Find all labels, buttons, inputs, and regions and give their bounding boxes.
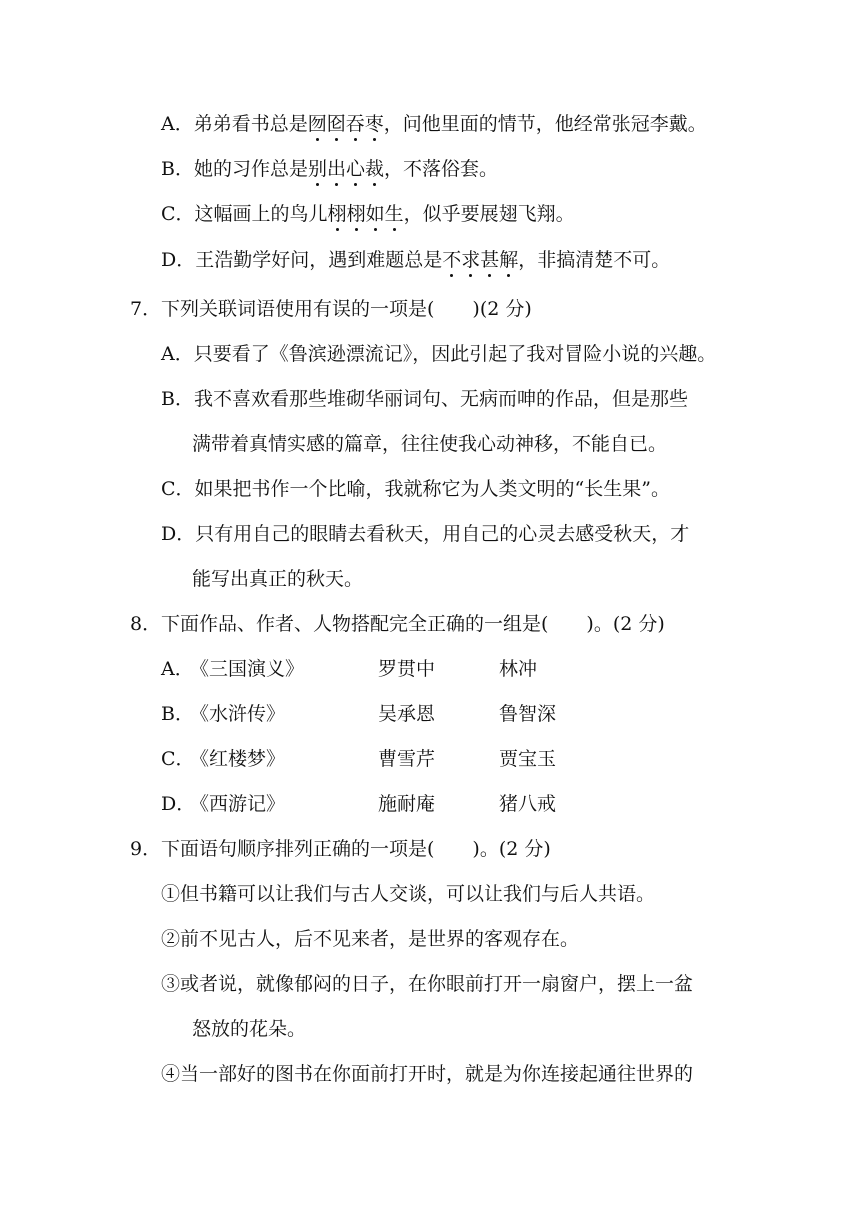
- q8-row-author: 施耐庵: [378, 793, 436, 815]
- q9-sentence-4: ④当一部好的图书在你面前打开时，就是为你连接起通往世界的: [161, 1063, 694, 1085]
- q6-option-b: [161, 160, 498, 179]
- q6-option-b-prefix: B．她的习作总是: [161, 158, 308, 180]
- q7-option-d-line1: D．只有用自己的眼睛去看秋天，用自己的心灵去感受秋天，才: [161, 523, 690, 545]
- q9-sentence-3-line2: 怒放的花朵。: [192, 1018, 307, 1040]
- q6-option-c-suffix: ，似乎要展翅飞翔。: [403, 203, 575, 225]
- q6-option-d: [161, 251, 670, 270]
- emphasis-char: 生: [384, 203, 404, 225]
- q9-sentence-3-line1: ③或者说，就像郁闷的日子，在你眼前打开一扇窗户，摆上一盆: [161, 973, 694, 995]
- emphasis-char: 不: [442, 249, 462, 271]
- emphasis-char: 解: [499, 249, 519, 271]
- q6-option-a-suffix: ，问他里面的情节，他经常张冠李戴。: [383, 113, 707, 135]
- q6-option-d-prefix: D．王浩勤学好问，遇到难题总是: [161, 249, 443, 271]
- q6-option-c: [161, 205, 575, 224]
- q8-row-letter: D．: [161, 793, 196, 815]
- q8-row-work: 《水浒传》: [190, 703, 286, 725]
- q8-row-author: 吴承恩: [378, 703, 436, 725]
- q6-option-b-suffix: ，不落俗套。: [384, 158, 499, 180]
- q9-sentence-1: ①但书籍可以让我们与古人交谈，可以让我们与后人共语。: [161, 883, 656, 905]
- q8-row-author: 曹雪芹: [378, 748, 436, 770]
- q8-row-letter: A．: [161, 658, 194, 680]
- emphasis-char: 出: [326, 158, 346, 180]
- emphasis-char: 栩: [346, 203, 366, 225]
- q8-row-letter: B．: [161, 703, 194, 725]
- q7-number: 7．: [130, 298, 162, 320]
- q7-option-c: C．如果把书作一个比喻，我就称它为人类文明的“长生果”。: [161, 478, 670, 500]
- q6-option-a: [161, 115, 707, 134]
- emphasis-char: 别: [307, 158, 327, 180]
- q7-stem: 下列关联词语使用有误的一项是( )(2 分): [161, 298, 532, 320]
- q8-row-work: 《红楼梦》: [190, 748, 286, 770]
- q8-row-work: 《西游记》: [190, 793, 286, 815]
- emphasis-char: 囫: [307, 113, 327, 135]
- q7-option-d-line2: 能写出真正的秋天。: [192, 568, 364, 590]
- q9-stem: 下面语句顺序排列正确的一项是( )。(2 分): [161, 838, 551, 860]
- q7-option-b-line2: 满带着真情实感的篇章，往往使我心动神移，不能自已。: [192, 433, 668, 455]
- emphasis-char: 甚: [480, 249, 500, 271]
- q8-row-character: 贾宝玉: [499, 748, 557, 770]
- q9-number: 9．: [130, 838, 162, 860]
- emphasis-char: 囵: [326, 113, 346, 135]
- q8-row-letter: C．: [161, 748, 195, 770]
- q8-row-work: 《三国演义》: [190, 658, 305, 680]
- emphasis-char: 求: [461, 249, 481, 271]
- q6-option-a-prefix: A．弟弟看书总是: [161, 113, 308, 135]
- q9-sentence-2: ②前不见古人，后不见来者，是世界的客观存在。: [161, 928, 580, 950]
- emphasis-char: 吞: [345, 113, 365, 135]
- emphasis-char: 如: [365, 203, 385, 225]
- emphasis-char: 裁: [365, 158, 385, 180]
- q8-number: 8．: [130, 613, 162, 635]
- emphasis-char: 栩: [327, 203, 347, 225]
- q8-row-author: 罗贯中: [378, 658, 436, 680]
- q8-row-character: 猪八戒: [499, 793, 557, 815]
- q6-option-c-prefix: C．这幅画上的鸟儿: [161, 203, 328, 225]
- q8-row-character: 林冲: [499, 658, 538, 680]
- q7-option-a: A．只要看了《鲁滨逊漂流记》，因此引起了我对冒险小说的兴趣。: [161, 343, 717, 365]
- q7-option-b-line1: B．我不喜欢看那些堆砌华丽词句、无病而呻的作品，但是那些: [161, 388, 688, 410]
- q6-option-d-suffix: ，非搞清楚不可。: [518, 249, 671, 271]
- q8-stem: 下面作品、作者、人物搭配完全正确的一组是( )。(2 分): [161, 613, 665, 635]
- q8-row-character: 鲁智深: [499, 703, 557, 725]
- emphasis-char: 枣: [364, 113, 384, 135]
- emphasis-char: 心: [346, 158, 366, 180]
